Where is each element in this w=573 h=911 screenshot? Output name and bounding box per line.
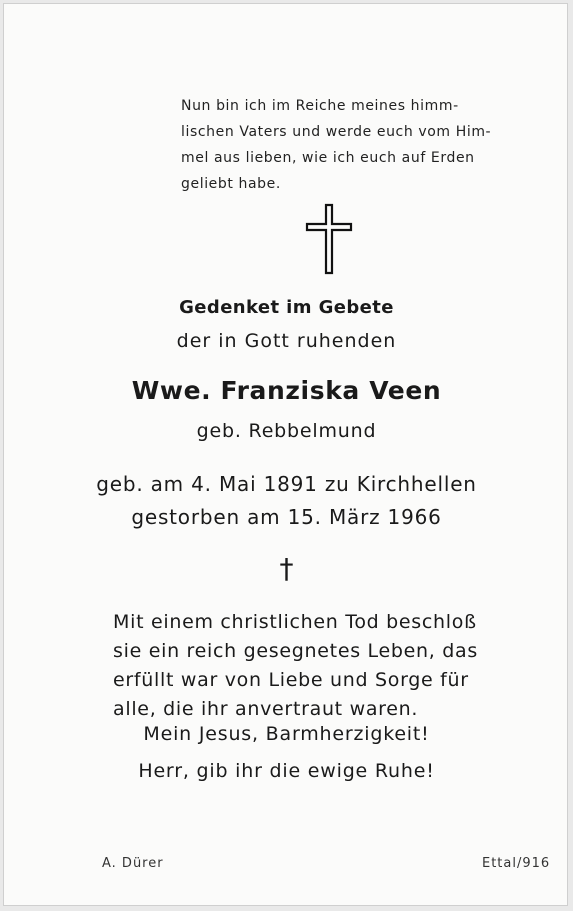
verse-line: mel aus lieben, wie ich euch auf Erden xyxy=(181,150,475,166)
verse-line: lischen Vaters und werde euch vom Him- xyxy=(181,124,492,140)
memorial-heading: Gedenket im Gebete xyxy=(179,297,394,318)
dagger-icon: † xyxy=(279,552,294,585)
outline-cross-icon xyxy=(304,203,354,275)
memorial-card xyxy=(3,3,568,906)
maiden-name: geb. Rebbelmund xyxy=(196,420,377,442)
verse-block xyxy=(181,93,541,197)
publisher-credit: Ettal/916 xyxy=(482,856,551,871)
prayer-line: Herr, gib ihr die ewige Ruhe! xyxy=(138,760,435,782)
memorial-subheading: der in Gott ruhenden xyxy=(176,330,397,352)
prayer-line: Mein Jesus, Barmherzigkeit! xyxy=(143,723,430,745)
deceased-name: Wwe. Franziska Veen xyxy=(131,376,442,405)
verse-line: geliebt habe. xyxy=(181,176,281,192)
eulogy-line: Mit einem christlichen Tod beschloß xyxy=(113,611,477,633)
artist-credit: A. Dürer xyxy=(102,856,164,871)
eulogy-paragraph xyxy=(113,608,533,724)
death-line: gestorben am 15. März 1966 xyxy=(131,505,442,529)
eulogy-line: sie ein reich gesegnetes Leben, das xyxy=(113,640,478,662)
verse-line: Nun bin ich im Reiche meines himm- xyxy=(181,98,459,114)
eulogy-line: erfüllt war von Liebe und Sorge für xyxy=(113,669,469,691)
eulogy-line: alle, die ihr anvertraut waren. xyxy=(113,698,419,720)
birth-line: geb. am 4. Mai 1891 zu Kirchhellen xyxy=(96,472,477,496)
